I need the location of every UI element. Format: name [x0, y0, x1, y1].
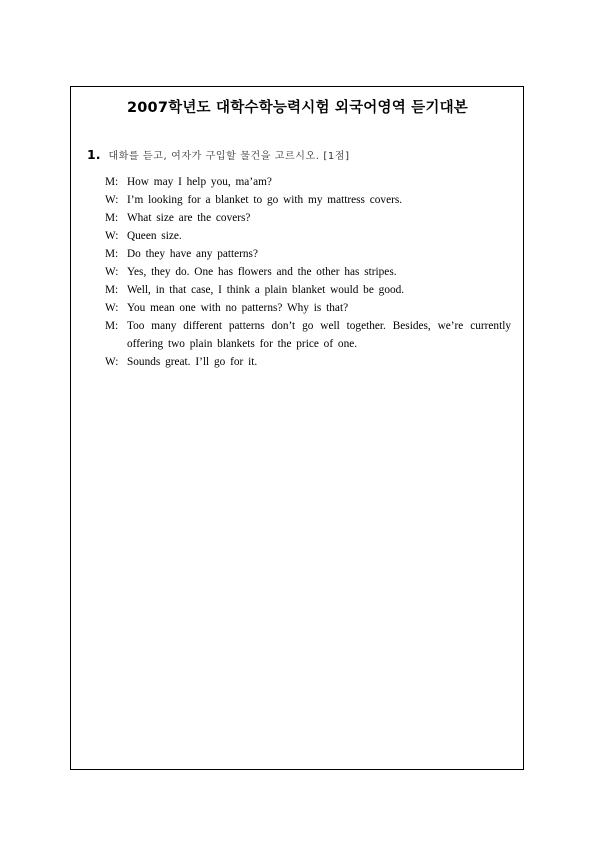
page-title: 2007학년도 대학수학능력시험 외국어영역 듣기대본: [126, 100, 469, 116]
dialogue-line: [105, 173, 511, 191]
speaker-label: M:: [105, 212, 119, 224]
speaker-label: W:: [105, 266, 119, 278]
utterance-text: Sounds great. I’ll go for it.: [127, 356, 258, 368]
dialogue-transcript: [105, 173, 511, 371]
dialogue-line: [105, 227, 511, 245]
utterance-text: You mean one with no patterns? Why is that?: [127, 302, 349, 314]
utterance-text: Well, in that case, I think a plain blanket would be good.: [127, 284, 405, 296]
utterance-text: How may I help you, ma’am?: [127, 176, 272, 188]
utterance-text: Too many different patterns don’t go well together. Besides, we’re currently offering two plain blankets for the price of one.: [127, 320, 511, 350]
utterance-text: Yes, they do. One has flowers and the other has stripes.: [127, 266, 397, 278]
utterance-text: Do they have any patterns?: [127, 248, 258, 260]
utterance-text: Queen size.: [127, 230, 182, 242]
utterance-text: What size are the covers?: [127, 212, 251, 224]
dialogue-line: [105, 263, 511, 281]
question-number: 1.: [87, 147, 101, 162]
speaker-label: W:: [105, 194, 119, 206]
dialogue-line: [105, 299, 511, 317]
speaker-label: W:: [105, 302, 119, 314]
dialogue-line: [105, 245, 511, 263]
speaker-label: W:: [105, 356, 119, 368]
dialogue-line: [105, 317, 511, 353]
speaker-label: M:: [105, 248, 119, 260]
dialogue-line: [105, 209, 511, 227]
question-header: [87, 147, 350, 162]
speaker-label: M:: [105, 320, 119, 332]
speaker-label: M:: [105, 284, 119, 296]
dialogue-line: [105, 281, 511, 299]
speaker-label: M:: [105, 176, 119, 188]
speaker-label: W:: [105, 230, 119, 242]
utterance-text: I’m looking for a blanket to go with my mattress covers.: [127, 194, 403, 206]
dialogue-line: [105, 353, 511, 371]
dialogue-line: [105, 191, 511, 209]
question-text: 대화를 듣고, 여자가 구입할 물건을 고르시오. [1점]: [108, 151, 350, 162]
